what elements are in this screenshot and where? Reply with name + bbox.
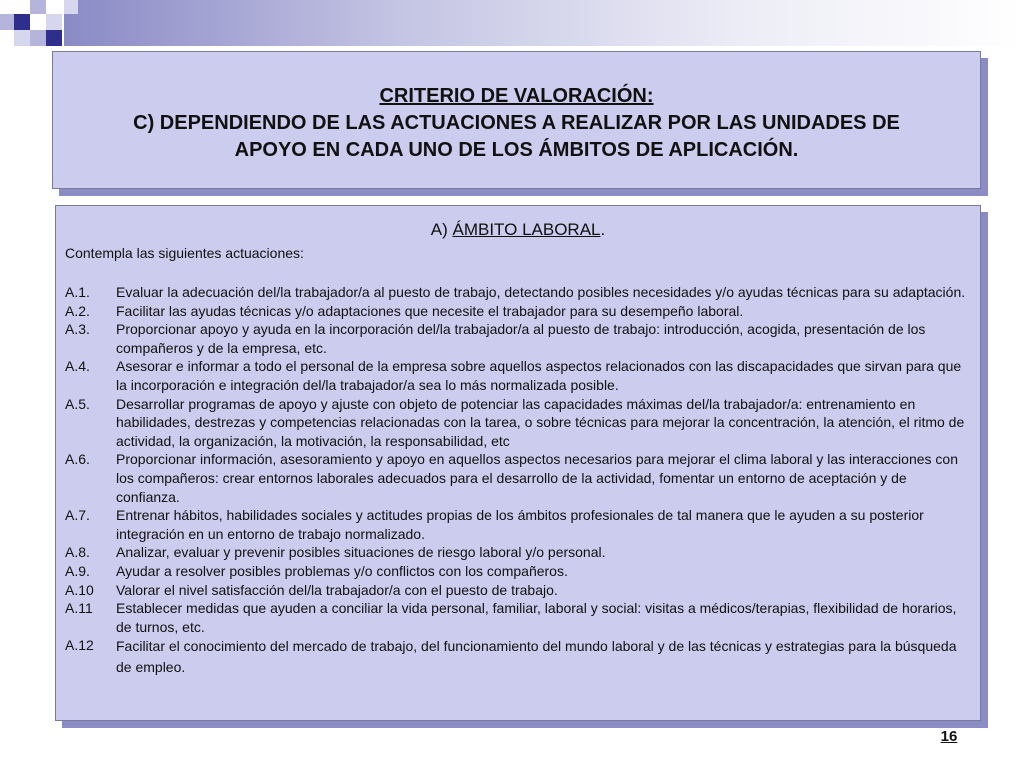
item-code: A.10 [65,581,94,598]
list-item [65,636,968,678]
content-box [55,205,981,721]
item-text: Facilitar el conocimiento del mercado de trabajo, del funcionamiento del mundo laboral y de las técnicas y estrategias para la búsqueda de empleo. [116,638,957,676]
section-heading [56,219,980,241]
list-item [65,320,968,357]
item-text: Establecer medidas que ayuden a conciliar la vida personal, familiar, laboral y social: visitas a médicos/terapias, flexibilidad de horarios, de turnos, etc. [116,600,957,635]
item-code: A.1. [65,284,90,300]
item-code: A.7. [65,507,90,524]
section-suffix: . [600,220,606,239]
item-text: Entrenar hábitos, habilidades sociales y actitudes propias de los ámbitos profesionales de tal manera que le ayuden a su posterior integración en un entorno de trabajo normalizado. [116,507,924,542]
list-item [65,543,968,562]
item-code: A.2. [65,302,90,319]
item-text: Valorar el nivel satisfacción del/la trabajador/a con el puesto de trabajo. [116,581,558,598]
page-number: 16 [940,728,958,745]
item-text: Desarrollar programas de apoyo y ajuste con objeto de potenciar las capacidades máximas del/la trabajador/a: entrenamiento en habilidades, destrezas y competencias relacionadas con la tarea, o sobre técnicas para mejorar la concentración, la atención, el ritmo de actividad, la organización, la motivación, la responsabilidad, etc [116,395,965,449]
item-code: A.11 [65,600,93,617]
header-gradient-band [64,0,1024,46]
decor-square-pale-3 [64,0,78,14]
item-text: Evaluar la adecuación del/la trabajador/a al puesto de trabajo, detectando posibles necesidades y/o ayudas técnicas para su adaptación. [116,284,966,300]
list-item [65,395,968,451]
item-code: A.5. [65,395,90,412]
list-item [65,599,968,636]
item-text: Proporcionar apoyo y ayuda en la incorporación del/la trabajador/a al puesto de trabajo: introducción, acogida, presentación de los compañeros y de la empresa, etc. [116,321,926,356]
item-text: Proporcionar información, asesoramiento y apoyo en aquellos aspectos necesarios para mejorar el clima laboral y las interacciones con los compañeros: crear entornos laborales adecuados para el desarrollo de la actividad, fomentar un entorno de aceptación y de confianza. [116,451,958,505]
decor-square-lilac-2 [30,30,46,46]
title-line-3: APOYO EN CADA UNO DE LOS ÁMBITOS DE APLICACIÓN. [234,139,799,161]
item-code: A.9. [65,562,90,579]
actions-list [65,283,968,678]
item-code: A.12 [65,637,94,654]
item-text: Ayudar a resolver posibles problemas y/o conflictos con los compañeros. [116,562,568,579]
item-code: A.4. [65,358,90,375]
title-criterion: CRITERIO DE VALORACIÓN: [379,85,654,107]
list-item [65,302,968,321]
decor-square-lilac [30,0,46,14]
item-text: Analizar, evaluar y prevenir posibles situaciones de riesgo laboral y/o personal. [116,544,606,561]
decor-square-navy-2 [46,30,62,46]
list-item [65,357,968,394]
section-title: ÁMBITO LABORAL [452,220,601,239]
item-code: A.8. [65,544,90,561]
list-item [65,581,968,600]
decor-square-lilac-3 [0,14,14,30]
decor-square-pale [46,14,62,30]
decor-square-navy [14,14,30,30]
title-line-2: C) DEPENDIENDO DE LAS ACTUACIONES A REALIZAR POR LAS UNIDADES DE [133,112,900,134]
list-item [65,450,968,506]
item-text: Asesorar e informar a todo el personal de la empresa sobre aquellos aspectos relacionados con las discapacidades que sirvan para que la incorporación e integración del/la trabajador/a sea lo más normalizada posible. [116,358,962,393]
decor-square-pale-2 [14,30,30,46]
list-item [65,506,968,543]
item-code: A.3. [65,321,90,338]
item-text: Facilitar las ayudas técnicas y/o adaptaciones que necesite el trabajador para su desempeño laboral. [116,302,744,319]
section-prefix: A) [430,220,453,239]
section-intro: Contempla las siguientes actuaciones: [65,245,304,261]
item-code: A.6. [65,451,90,468]
title-box [52,51,981,189]
list-item [65,562,968,581]
list-item [65,283,968,302]
